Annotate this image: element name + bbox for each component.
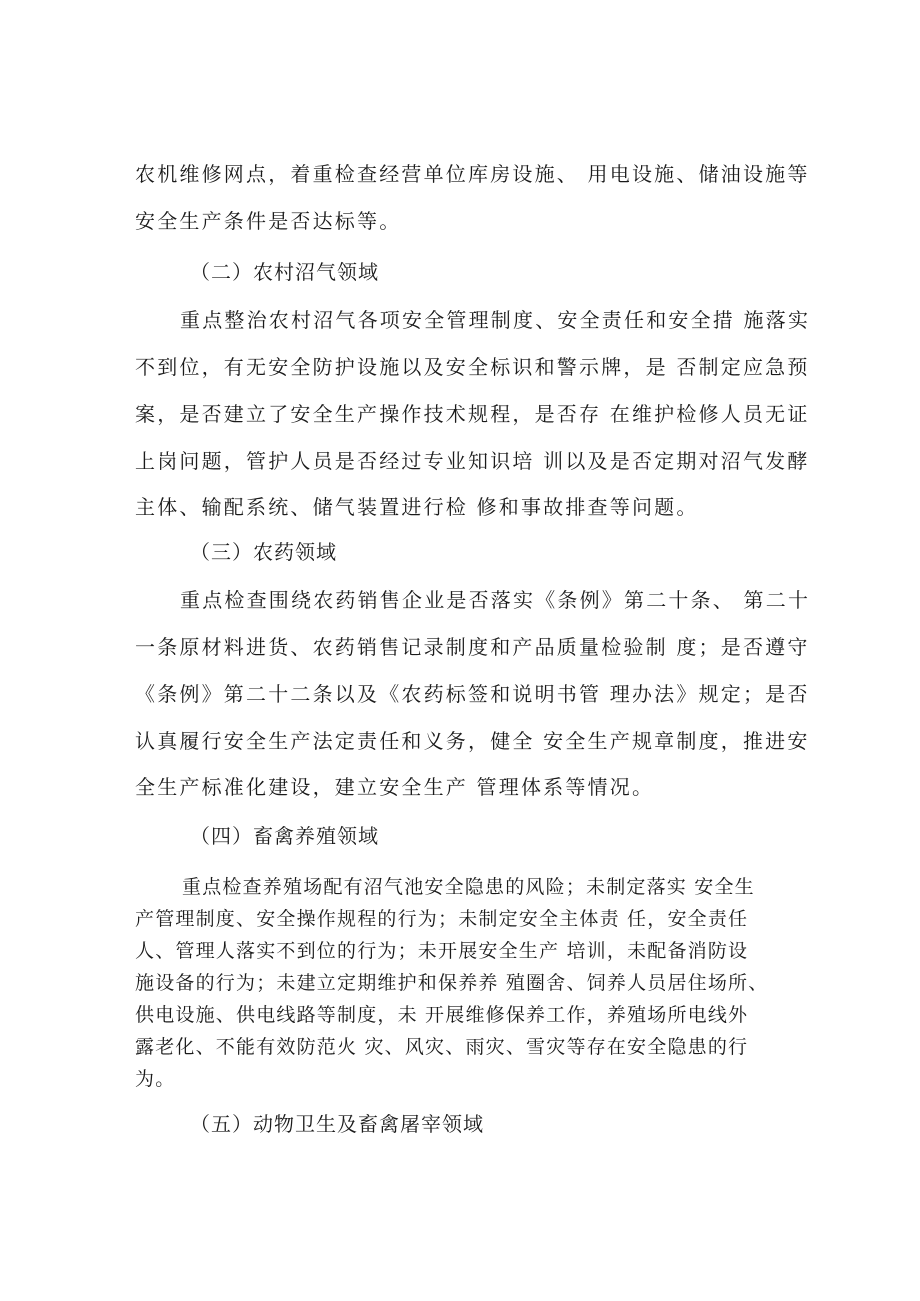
paragraph-line: 施设备的行为；未建立定期维护和保养养 殖圈舍、饲养人员居住场所、 (135, 972, 769, 994)
paragraph-line: 上岗问题，管护人员是否经过专业知识培 训以及是否定期对沼气发酵 (135, 449, 810, 473)
section-heading-rural-biogas: （二）农村沼气领域 (190, 260, 379, 284)
paragraph-line: 为。 (135, 1068, 176, 1090)
paragraph-line: 露老化、不能有效防范火 灾、风灾、雨灾、雪灾等存在安全隐患的行 (135, 1036, 749, 1058)
section-heading-pesticides: （三）农药领域 (190, 540, 337, 564)
paragraph-line: 主体、输配系统、储气装置进行检 修和事故排查等问题。 (135, 495, 699, 519)
intro-line: 安全生产条件是否达标等。 (135, 209, 402, 233)
paragraph-line: 重点整治农村沼气各项安全管理制度、安全责任和安全措 施落实 (180, 308, 811, 332)
section-heading-animal-health-slaughter: （五）动物卫生及畜禽屠宰领域 (190, 1112, 484, 1136)
intro-line: 农机维修网点，着重检查经营单位库房设施、 用电设施、储油设施等 (135, 162, 810, 186)
section-heading-livestock: （四）畜禽养殖领域 (190, 824, 379, 848)
paragraph-line: 产管理制度、安全操作规程的行为；未制定安全主体责 任，安全责任 (135, 908, 749, 930)
paragraph-line: 《条例》第二十二条以及《农药标签和说明书管 理办法》规定；是否 (135, 682, 810, 706)
paragraph-line: 认真履行安全生产法定责任和义务，健全 安全生产规章制度，推进安 (135, 729, 810, 753)
paragraph-line: 供电设施、供电线路等制度，未 开展维修保养工作，养殖场所电线外 (135, 1004, 749, 1026)
paragraph-line: 人、管理人落实不到位的行为；未开展安全生产 培训，未配备消防设 (135, 940, 749, 962)
paragraph-line: 重点检查养殖场配有沼气池安全隐患的风险；未制定落实 安全生 (182, 876, 755, 898)
paragraph-line: 重点检查围绕农药销售企业是否落实《条例》第二十条、 第二十 (180, 588, 811, 612)
paragraph-line: 全生产标准化建设，建立安全生产 管理体系等情况。 (135, 775, 655, 799)
paragraph-line: 案，是否建立了安全生产操作技术规程，是否存 在维护检修人员无证 (135, 402, 810, 426)
paragraph-line: 一条原材料进货、农药销售记录制度和产品质量检验制 度；是否遵守 (135, 635, 810, 659)
paragraph-line: 不到位，有无安全防护设施以及安全标识和警示牌，是 否制定应急预 (135, 355, 810, 379)
